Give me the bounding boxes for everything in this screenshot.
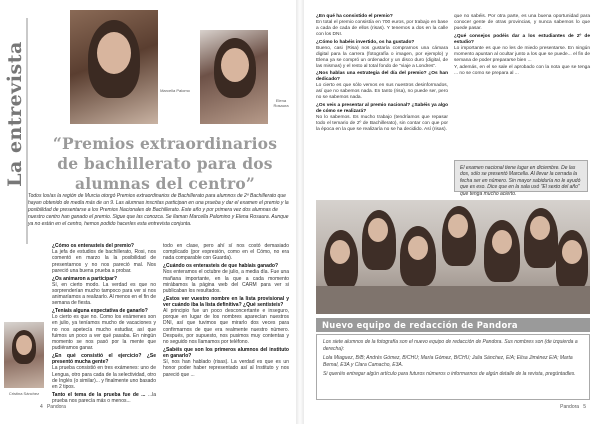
question: ¿Sabéis que son los primeros alumnos del instituto en ganarlo? [163,346,289,359]
group-photo [316,200,590,314]
headline: “Premios extraordinarios de bachillerato para dos alumnas del centro” [52,134,278,193]
caption-intro: Los siete alumnos de la fotografía son el nuevo equipo de redacción de Pandora. Sus nombres son (de izquierda a derecha): [323,339,578,352]
lead-paragraph [28,193,290,228]
photo-interviewer-caption: Cristina Sánchez [8,391,40,396]
question: ¿Cuándo os enterasteis de que habíais ganado? [163,263,279,270]
question: ¿Cómo lo habéis invertido, os ha gustado? [316,39,415,45]
caption-box [316,334,590,400]
answer: Lo importante es que no les de miedo presentarse. En ningún momento apuntan al ocultar junto a los que se puede... el fin de semana de poder prepararse bien ... [454,45,590,63]
interview-column-1 [52,243,156,406]
photo-student-1 [70,10,158,124]
photo-caption-2: Elena Rosaura [273,98,289,108]
question: ¿Os veis a presentar al premio nacional? ¿Sabéis ya algo de cómo se realizará? [316,102,448,114]
answer: Sí, en cierto modo. La verdad es que no sorprenderían mucho tampoco para ver si nos animaríamos a realizarlo. Al menos en el fin de semana de fiesta. [52,281,156,307]
interview-column-2 [163,243,289,379]
left-page [0,0,296,424]
answer: Al principio fue un poco desconcertante e inseguro, porque en lugar de los nombres aparecían nuestros DNI, así que tuvimos que mirarlo dos veces para confirmarnos de que era realmente nuestro número. Después, por supuesto, nos pusimos muy contentas y no seguido nos llamamos por teléfono. [163,308,289,346]
answer: Y, además, en el se sale el aprobado con la nota que se tenga ... no se como se prepara al ... [454,65,590,76]
question: ¿Qué consejos podéis dar a los estudiantes de 2º de estudio? [454,33,590,45]
page-number: 5 [583,404,586,410]
answer: Bueno, casi (Risa) nos gustaría comprarnos una cámara digital para la carrera (fotografía o imagen, por ejemplo) y Elena ya se compró un ordenador y un disco duro (digital, de las mismas) y el resto al total fondo de "viaje a Londres". [316,45,448,69]
interview-column-4 [454,14,590,79]
section-banner: Nuevo equipo de redacción de Pandora [316,318,590,332]
answer: todo en clase, pero ahí sí nos costó demasiado complicado (por expresión, como en el Cómo, no era nada comparable con Guarda). [163,243,289,262]
answer: La prueba consistió en tres exámenes: uno de Lengua, otro para cada de la selectividad, otro de Inglés (o similar)... y finalmente uno basado en 2 tipos. [52,365,156,390]
answer: Lo cierto es que no. Como los exámenes son en julio, ya teníamos mucho de vacaciones y no nos apetecía mucho estudiar, así que fuimos un poco a ver qué pasaba. En ningún momento se nos pasó por la mente que pudiéramos ganar. [52,314,156,352]
answer: ...la prueba nos parecía más o menos... [52,391,157,404]
answer: Sí, nos han hablado (risas). La verdad es que es un honor poder haber representado así al Instituto y nos pareció que ... [163,359,289,378]
photo-caption-1: Marcella Palomo [160,88,190,93]
footer-left [40,404,66,410]
answer: Lo cierto es que sólo vemos en sus nuestros desinformados, así que no sabemos nada. En tanto (risa), no puede ser, pero no se sabemos nada. [316,83,448,100]
question: ¿Cómo os enterasteis del premio? [52,243,134,249]
question: ¿En qué ha consistido el premio? [316,14,393,19]
answer: La jefa de estudios de bachillerato, Rosi, nos comentó en marzo la la posibilidad de presentarnos y no nos pareció mal. Nos pareció una buena prueba a probar. [52,249,156,274]
pull-quote: El examen nacional tiene lugar en diciembre. De las dos, sólo se presentó Marcella. Al llevar la cerrada la fecha ser en número. Sin mayor sabiduría no le ayudó que es eso. Dice que en la sala usó "El sexto del año" que tenga mucho acierto. [454,160,588,192]
lead-text: Todos los/as la región de Murcia otorgó Premios extraordinarios de Bachillerato para alumnos de 2º Bachillerato que hayan obtenido de media más de un 9. Las alumnas inscritas participan en una prueba y dar el examen el premio y la posibilidad de presentarse a los Premios Nacionales de Bachillerato. Este año y por primera vez dos alumnas de nuestro centro han ganado el premio. Sigue que las conozca. Se llaman Marcella Palomino y Elena Rosaura. Aunque ya no están en el centro, hemos podido hacerles esta entrevista conjunta. [28,193,289,227]
right-page [304,0,600,424]
question: ¿Os animaron a participar? [52,275,118,282]
question: ¿En qué consistió el ejercicio? ¿Se presentó mucha gente? [52,352,156,366]
interview-column-3 [316,14,448,134]
question: ¿Nos hablas una estrategia del día del premio? ¿Os han dedicado? [316,71,448,82]
answer: Nos enteramos el octubre de julio, a media día. Fue una mañana importante, en la que a cada momento mirábamos la página web del CARM para ver si publicaban los resultados. [163,269,289,294]
caption-cta: Si queréis entregar algún artículo para futuros números o informarnos de algún detalle de la revista, pregúntadles. [323,371,576,377]
magazine-name: Pandora [560,404,580,410]
footer-right [560,404,586,410]
section-title-text: La entrevista [4,41,26,187]
caption-names: Lola Miaguez, B/B; Andrés Gómez, B/CHU; María Gómez, B/CHU; Julia Sánchez, E/A; Elisa Jiménez E/A; Marta Bernal, E3A y Clara Camacho, E3A. [323,355,573,368]
magazine-name: Pandora [46,404,66,410]
page-number: 4 [40,404,43,410]
gutter [296,0,304,424]
answer: que no sabéis. Por otra parte, es una buena oportunidad para conocer gente de otras provincias, y nunca sabemos lo que puede pasar. [454,14,590,31]
answer: No lo sabemos. Es mucho trabajo (tendríamos que repasar todo el temario de 2º de Bachillerato), sin contar con que por la época en la que se realizaría no se ha decidido. Así (risas). [316,114,448,132]
question: Tanto el tema de la prueba fue de ... [52,391,146,398]
section-title [2,24,28,204]
answer: En total el premio consistía en 700 euros, por trabajo en base a cada de cada de ellos (risas). Y tenemos a dos en la calle con los DNI. [316,20,448,37]
question: ¿Teníais alguna expectativa de ganarlo? [52,308,148,315]
question: ¿Estos ver vuestro nombre en la lista provisional y ver cuándo iba la lista definitiva? ¿Qué sentisteis? [163,295,289,308]
photo-student-2 [200,30,268,124]
photo-interviewer [4,322,44,388]
